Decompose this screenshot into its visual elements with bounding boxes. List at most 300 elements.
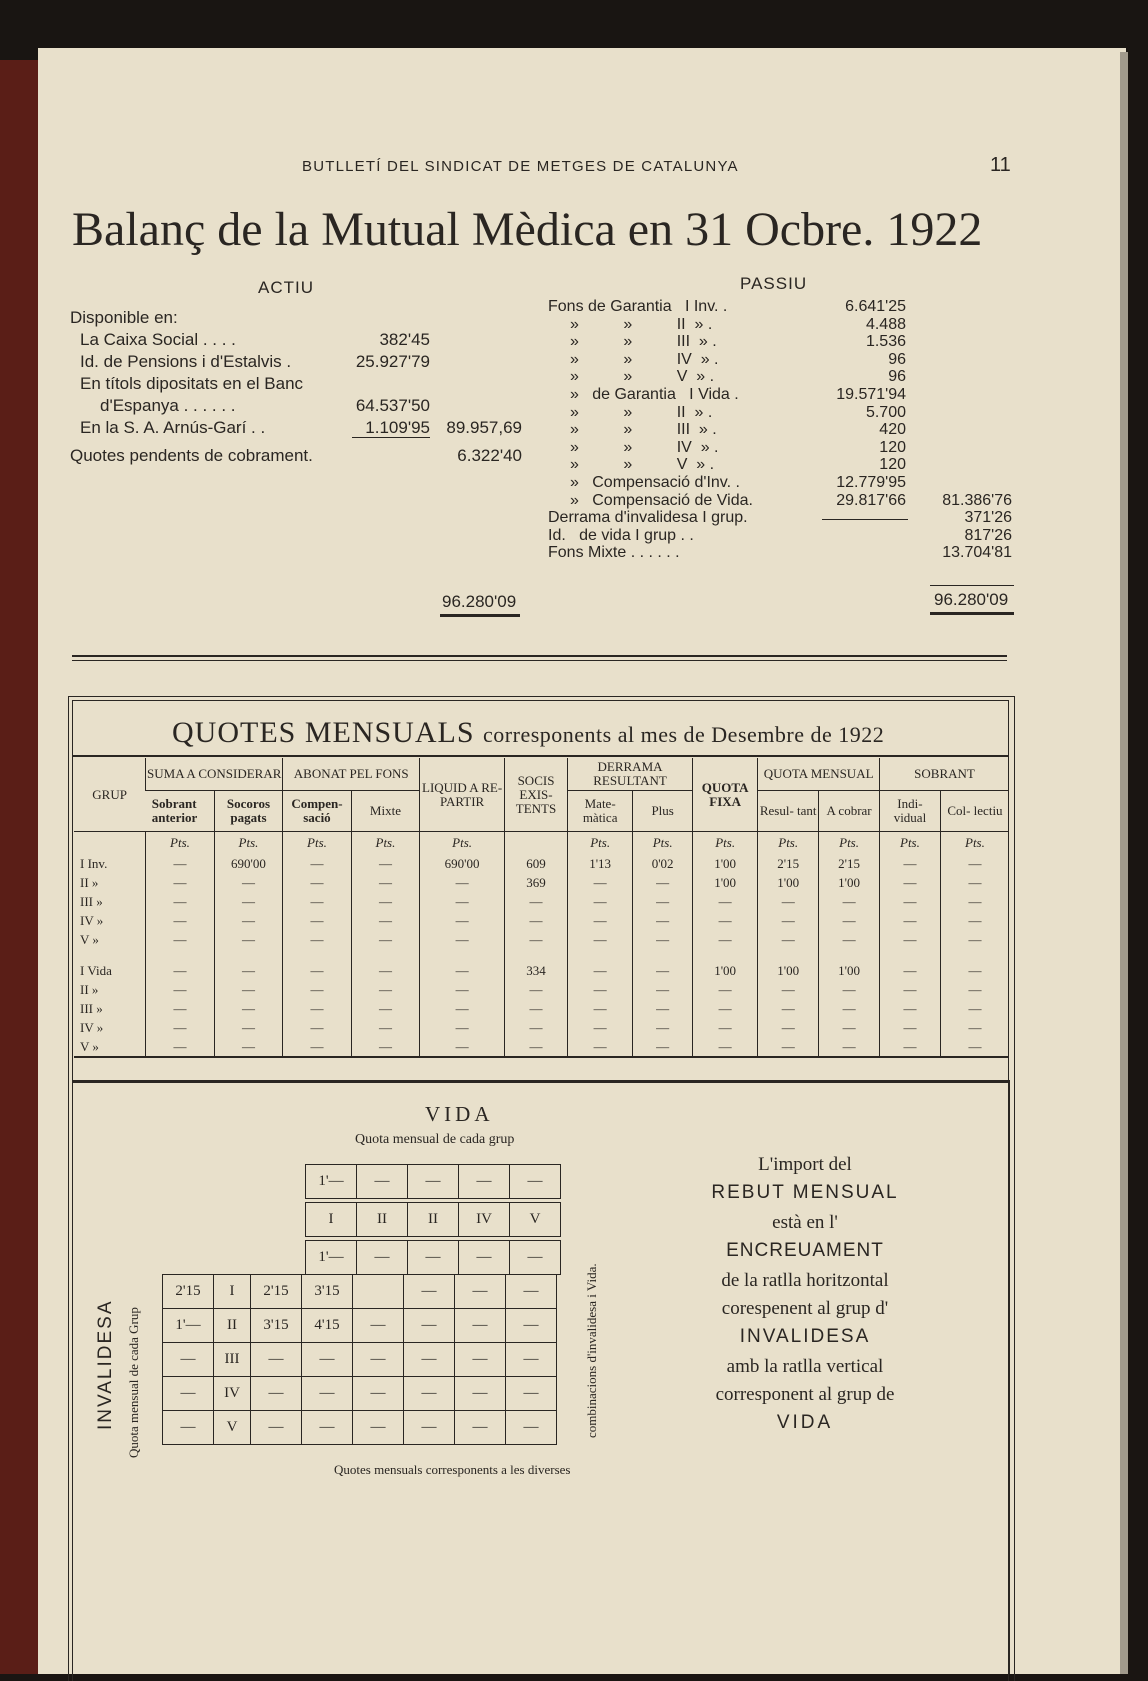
passiu-label: » » II » . [570, 403, 713, 421]
row-cell: — [283, 1037, 351, 1057]
vida-top-row [305, 1164, 561, 1199]
row-cell: — [283, 854, 351, 873]
gap-cell [633, 949, 693, 961]
row-cell: — [351, 980, 419, 999]
combination-cell: — [251, 1411, 302, 1445]
passiu-label: » » IV » . [570, 438, 719, 456]
units-cell: Pts. [146, 832, 214, 855]
actiu-value: 1.109'95 [365, 418, 430, 437]
gap-cell [74, 949, 146, 961]
info-line-9: corresponent al grup de [715, 1384, 895, 1405]
table-row [74, 892, 1009, 911]
invalidesa-quota: 1'— [163, 1309, 214, 1343]
row-cell: — [940, 999, 1009, 1018]
row-cell: — [283, 930, 351, 949]
quotes-table [74, 758, 1009, 1058]
row-cell: — [504, 892, 567, 911]
invalidesa-sublabel: Quota mensual de cada Grup [126, 1307, 141, 1458]
row-cell: 334 [504, 961, 567, 980]
page-title: Balanç de la Mutual Mèdica en 31 Ocbre. 1922 [72, 203, 983, 256]
units-cell: Pts. [880, 832, 941, 855]
subheader-cell: Socoros pagats [214, 791, 282, 832]
row-cell: — [146, 999, 214, 1018]
row-cell: — [880, 1018, 941, 1037]
passiu-subtotal: 81.386'76 [942, 491, 1012, 509]
row-cell: — [568, 873, 633, 892]
passiu-label: Derrama d'invalidesa I grup. [548, 509, 748, 527]
actiu-label: La Caixa Social . . . . [80, 330, 236, 349]
info-line-5: de la ratlla horitzontal [721, 1270, 889, 1291]
row-cell: 2'15 [758, 854, 819, 873]
combination-cell: — [353, 1309, 404, 1343]
invalidesa-group: II [214, 1309, 251, 1343]
row-group: V » [80, 931, 99, 947]
passiu-label: Id. de vida I grup . . [548, 526, 694, 544]
subheader-cell: A cobrar [819, 791, 880, 832]
row-cell: 1'13 [568, 854, 633, 873]
row-cell: — [146, 1018, 214, 1037]
row-cell: — [351, 1018, 419, 1037]
row-cell: — [146, 892, 214, 911]
row-cell: — [880, 1037, 941, 1057]
combination-cell: — [506, 1309, 557, 1343]
row-cell: — [214, 892, 282, 911]
row-cell: — [693, 1018, 758, 1037]
row-cell: — [420, 892, 505, 911]
units-cell: Pts. [351, 832, 419, 855]
row-cell: — [214, 1037, 282, 1057]
combination-cell: 3'15 [302, 1275, 353, 1309]
row-cell: — [693, 999, 758, 1018]
subheader-cell: Col- lectiu [940, 791, 1009, 832]
table-row [74, 1037, 1009, 1057]
row-group: I Inv. [80, 855, 108, 871]
info-line-7: INVALIDESA [739, 1326, 871, 1347]
passiu-label: » de Garantia I Vida . [570, 386, 739, 403]
row-cell: — [940, 1037, 1009, 1057]
info-line-1: L'import del [758, 1154, 852, 1175]
table-row [74, 854, 1009, 873]
row-cell: — [940, 873, 1009, 892]
row-cell: — [633, 911, 693, 930]
grid-row [163, 1411, 557, 1445]
subheader-cell: Mixte [351, 791, 419, 832]
row-cell: — [880, 999, 941, 1018]
row-cell: — [420, 999, 505, 1018]
passiu-value: 12.779'95 [836, 474, 906, 491]
passiu-label: » Compensació de Vida. [570, 491, 753, 509]
vida-roman-row [305, 1202, 561, 1237]
units-cell: Pts. [283, 832, 351, 855]
combination-cell: — [455, 1411, 506, 1445]
combination-cell: — [251, 1343, 302, 1377]
grid-row [163, 1275, 557, 1309]
subheader-cell: Mate- màtica [568, 791, 633, 832]
grid-cell: — [357, 1165, 408, 1199]
journal-header: BUTLLETÍ DEL SINDICAT DE METGES DE CATALUNYA [302, 158, 739, 175]
row-cell: — [420, 911, 505, 930]
combination-cell: — [302, 1343, 353, 1377]
row-cell: — [693, 980, 758, 999]
row-cell: — [633, 892, 693, 911]
table-row [74, 930, 1009, 949]
passiu-value: 120 [879, 456, 906, 474]
vida-third-row [305, 1240, 561, 1275]
units-cell: Pts. [693, 832, 758, 855]
row-cell: — [758, 911, 819, 930]
row-cell: — [693, 1037, 758, 1057]
actiu-label: En títols dipositats en el Banc [80, 374, 304, 393]
combination-right-label: combinacions d'invalidesa i Vida. [584, 1263, 599, 1438]
row-cell: — [880, 930, 941, 949]
passiu-subtotal: 13.704'81 [942, 544, 1012, 562]
grid-cell: 1'— [306, 1241, 357, 1275]
row-cell: — [940, 1018, 1009, 1037]
combination-cell: — [404, 1309, 455, 1343]
row-cell: — [568, 892, 633, 911]
passiu-label: » » V » . [570, 456, 715, 474]
info-line-2: REBUT MENSUAL [711, 1182, 899, 1203]
row-cell: 609 [504, 854, 567, 873]
combination-cell: — [302, 1411, 353, 1445]
combination-cell: — [506, 1377, 557, 1411]
grid-cell: V [510, 1203, 561, 1237]
row-cell: — [214, 980, 282, 999]
grid-cell: — [459, 1241, 510, 1275]
info-line-10: VIDA [776, 1412, 834, 1433]
row-cell: — [568, 961, 633, 980]
row-cell: 690'00 [214, 854, 282, 873]
page-number: 11 [990, 154, 1011, 176]
row-cell: — [214, 873, 282, 892]
row-cell: — [693, 930, 758, 949]
invalidesa-quota: — [163, 1411, 214, 1445]
row-cell: — [819, 999, 880, 1018]
row-cell: — [420, 1037, 505, 1057]
gap-cell [351, 949, 419, 961]
hdr-quota-fixa: QUOTA FIXA [693, 758, 758, 832]
row-cell: 1'00 [693, 854, 758, 873]
row-cell: — [819, 911, 880, 930]
hdr-abonat: ABONAT PEL FONS [283, 758, 420, 791]
invalidesa-quota: — [163, 1377, 214, 1411]
gap-cell [880, 949, 941, 961]
combination-cell: — [353, 1343, 404, 1377]
grid-cell: — [357, 1241, 408, 1275]
row-cell: — [633, 980, 693, 999]
passiu-total: 96.280'09 [934, 590, 1009, 609]
row-cell: 2'15 [819, 854, 880, 873]
subheader-cell: Plus [633, 791, 693, 832]
row-cell: — [504, 911, 567, 930]
combination-cell: — [404, 1275, 455, 1309]
hdr-suma: SUMA A CONSIDERAR [146, 758, 283, 791]
row-cell: — [819, 892, 880, 911]
passiu-subtotal: 371'26 [964, 509, 1012, 527]
row-group: I Vida [80, 962, 112, 978]
row-cell: — [758, 1018, 819, 1037]
passiu-value: 19.571'94 [836, 386, 906, 403]
row-cell: 1'00 [819, 961, 880, 980]
row-cell: — [351, 873, 419, 892]
row-cell: — [146, 930, 214, 949]
passiu-label: » » III » . [570, 421, 717, 439]
gap-cell [819, 949, 880, 961]
invalidesa-group: IV [214, 1377, 251, 1411]
row-cell: 1'00 [693, 961, 758, 980]
quotes-title: QUOTES MENSUALS corresponents al mes de Desembre de 1922 [172, 716, 885, 749]
combination-grid [162, 1274, 557, 1445]
row-cell: — [633, 999, 693, 1018]
gap-cell [420, 949, 505, 961]
actiu-subtotal: 89.957,69 [446, 418, 522, 437]
row-cell: 690'00 [420, 854, 505, 873]
row-cell: — [283, 999, 351, 1018]
row-cell: — [351, 854, 419, 873]
row-cell: — [633, 1018, 693, 1037]
grid-cell: — [408, 1241, 459, 1275]
row-cell: — [351, 892, 419, 911]
units-cell [74, 832, 146, 855]
row-cell: — [880, 911, 941, 930]
grid-cell: IV [459, 1203, 510, 1237]
passiu-label: » » V » . [570, 368, 715, 386]
invalidesa-quota: 2'15 [163, 1275, 214, 1309]
combination-cell: — [353, 1377, 404, 1411]
row-cell: 1'00 [758, 961, 819, 980]
units-cell [504, 832, 567, 855]
row-cell: 1'00 [758, 873, 819, 892]
combination-cell: — [455, 1275, 506, 1309]
row-cell: — [568, 1037, 633, 1057]
row-cell: — [940, 930, 1009, 949]
invalidesa-group: III [214, 1343, 251, 1377]
row-cell: — [283, 873, 351, 892]
row-group: IV » [80, 1019, 104, 1035]
passiu-heading: PASSIU [740, 274, 808, 293]
row-cell: — [633, 930, 693, 949]
gap-cell [940, 949, 1009, 961]
units-cell: Pts. [420, 832, 505, 855]
hdr-sobrant: SOBRANT [880, 758, 1010, 791]
gap-cell [283, 949, 351, 961]
row-cell: — [880, 980, 941, 999]
table-row [74, 980, 1009, 999]
row-cell: — [819, 980, 880, 999]
row-cell: — [633, 873, 693, 892]
actiu-label: En la S. A. Arnús-Garí . . [80, 418, 266, 437]
grid-cell: — [408, 1165, 459, 1199]
row-group: V » [74, 1037, 146, 1057]
grid-cell: — [510, 1241, 561, 1275]
actiu-label: Id. de Pensions i d'Estalvis . [80, 352, 292, 371]
row-cell: — [568, 980, 633, 999]
row-cell: — [504, 1037, 567, 1057]
invalidesa-group: I [214, 1275, 251, 1309]
row-cell: — [880, 892, 941, 911]
combination-cell: — [455, 1377, 506, 1411]
gap-cell [693, 949, 758, 961]
row-cell: — [351, 961, 419, 980]
actiu-heading: ACTIU [258, 278, 314, 297]
row-group: III » [80, 1000, 103, 1016]
table-row [74, 873, 1009, 892]
subheader-cell: Indi- vidual [880, 791, 941, 832]
row-cell: — [758, 999, 819, 1018]
table-row [74, 911, 1009, 930]
row-cell: — [146, 873, 214, 892]
row-cell: — [504, 980, 567, 999]
hdr-quota-mensual: QUOTA MENSUAL [758, 758, 880, 791]
passiu-label: » » III » . [570, 333, 717, 351]
row-cell: 0'02 [633, 854, 693, 873]
passiu-value: 6.641'25 [845, 298, 906, 315]
combination-cell [353, 1275, 404, 1309]
table-row [74, 961, 1009, 980]
row-cell: — [420, 873, 505, 892]
info-line-8: amb la ratlla vertical [726, 1356, 884, 1377]
subheader-cell: Sobrant anterior [146, 791, 214, 832]
grid-cell: 1'— [306, 1165, 357, 1199]
invalidesa-quota: — [163, 1343, 214, 1377]
row-cell: — [568, 999, 633, 1018]
row-cell: — [214, 930, 282, 949]
row-cell: — [214, 1018, 282, 1037]
passiu-value: 120 [879, 438, 906, 456]
vida-subtitle: Quota mensual de cada grup [355, 1132, 515, 1147]
combination-cell: — [455, 1343, 506, 1377]
row-group: IV » [80, 912, 104, 928]
passiu-label: » » IV » . [570, 350, 719, 368]
combination-bottom-label: Quotes mensuals corresponents a les diverses [334, 1462, 571, 1477]
units-cell: Pts. [940, 832, 1009, 855]
row-cell: — [420, 980, 505, 999]
combination-cell: 4'15 [302, 1309, 353, 1343]
row-cell: — [693, 892, 758, 911]
row-cell: — [568, 1018, 633, 1037]
row-cell: — [214, 911, 282, 930]
row-cell: — [758, 1037, 819, 1057]
row-cell: — [633, 1037, 693, 1057]
passiu-label: » Compensació d'Inv. . [570, 474, 740, 491]
row-cell: — [146, 854, 214, 873]
passiu-value: 96 [888, 350, 906, 368]
row-cell: — [351, 1037, 419, 1057]
units-cell: Pts. [568, 832, 633, 855]
row-cell: — [940, 980, 1009, 999]
grid-cell: — [459, 1165, 510, 1199]
row-cell: — [819, 1018, 880, 1037]
grid-cell: — [510, 1165, 561, 1199]
combination-cell: — [404, 1343, 455, 1377]
passiu-value: 5.700 [865, 403, 906, 421]
actiu-label: Disponible en: [70, 308, 178, 327]
row-cell: — [351, 911, 419, 930]
invalidesa-label: INVALIDESA [95, 1299, 116, 1430]
row-cell: — [283, 980, 351, 999]
vida-title: VIDA [425, 1102, 494, 1126]
row-cell: — [568, 930, 633, 949]
info-line-4: ENCREUAMENT [726, 1240, 884, 1261]
passiu-label: Fons de Garantia I Inv. . [548, 298, 728, 315]
hdr-grup: GRUP [74, 758, 146, 832]
row-group: II » [80, 981, 99, 997]
row-cell: — [420, 1018, 505, 1037]
row-cell: — [420, 930, 505, 949]
row-cell: — [214, 961, 282, 980]
info-line-3: està en l' [772, 1212, 838, 1233]
row-cell: — [146, 1037, 214, 1057]
row-cell: — [283, 892, 351, 911]
grid-cell: I [306, 1203, 357, 1237]
row-cell: — [351, 999, 419, 1018]
row-cell: — [758, 930, 819, 949]
row-cell: — [633, 961, 693, 980]
row-cell: — [819, 930, 880, 949]
grid-cell: II [408, 1203, 459, 1237]
gap-cell [758, 949, 819, 961]
row-cell: — [504, 1018, 567, 1037]
row-group: II » [80, 874, 99, 890]
grid-row [163, 1377, 557, 1411]
hdr-derrama: DERRAMA RESULTANT [568, 758, 693, 791]
units-cell: Pts. [819, 832, 880, 855]
row-cell: — [940, 854, 1009, 873]
grid-cell: II [357, 1203, 408, 1237]
combination-cell: 2'15 [251, 1275, 302, 1309]
actiu-label: Quotes pendents de cobrament. [70, 446, 313, 465]
combination-cell: — [455, 1309, 506, 1343]
row-cell: — [214, 999, 282, 1018]
row-cell: 1'00 [819, 873, 880, 892]
passiu-value: 1.536 [865, 333, 906, 351]
row-cell: 1'00 [693, 873, 758, 892]
gap-cell [214, 949, 282, 961]
row-cell: — [940, 961, 1009, 980]
subheader-cell: Resul- tant [758, 791, 819, 832]
combination-cell: — [404, 1411, 455, 1445]
combination-cell: — [353, 1411, 404, 1445]
info-line-6: corespenent al grup d' [721, 1298, 889, 1319]
row-cell: — [880, 873, 941, 892]
row-group: III » [80, 893, 103, 909]
hdr-socis: SOCIS EXIS- TENTS [504, 758, 567, 832]
combination-cell: — [506, 1275, 557, 1309]
combination-cell: — [506, 1343, 557, 1377]
combination-cell: 3'15 [251, 1309, 302, 1343]
passiu-subtotal: 817'26 [964, 526, 1012, 544]
row-cell: — [880, 961, 941, 980]
gap-cell [568, 949, 633, 961]
grid-row [163, 1309, 557, 1343]
actiu-value: 25.927'79 [355, 352, 430, 371]
actiu-value: 382'45 [379, 330, 430, 349]
row-cell: — [758, 980, 819, 999]
subheader-cell: Compen- sació [283, 791, 351, 832]
actiu-value: 64.537'50 [355, 396, 430, 415]
passiu-value: 96 [888, 368, 906, 386]
combination-cell: — [302, 1377, 353, 1411]
table-row [74, 1018, 1009, 1037]
passiu-label: Fons Mixte . . . . . . [548, 544, 680, 562]
row-cell: — [504, 999, 567, 1018]
passiu-value: 29.817'66 [836, 491, 906, 509]
row-cell: — [283, 961, 351, 980]
row-cell: — [880, 854, 941, 873]
row-cell: — [146, 980, 214, 999]
units-cell: Pts. [758, 832, 819, 855]
units-cell: Pts. [214, 832, 282, 855]
